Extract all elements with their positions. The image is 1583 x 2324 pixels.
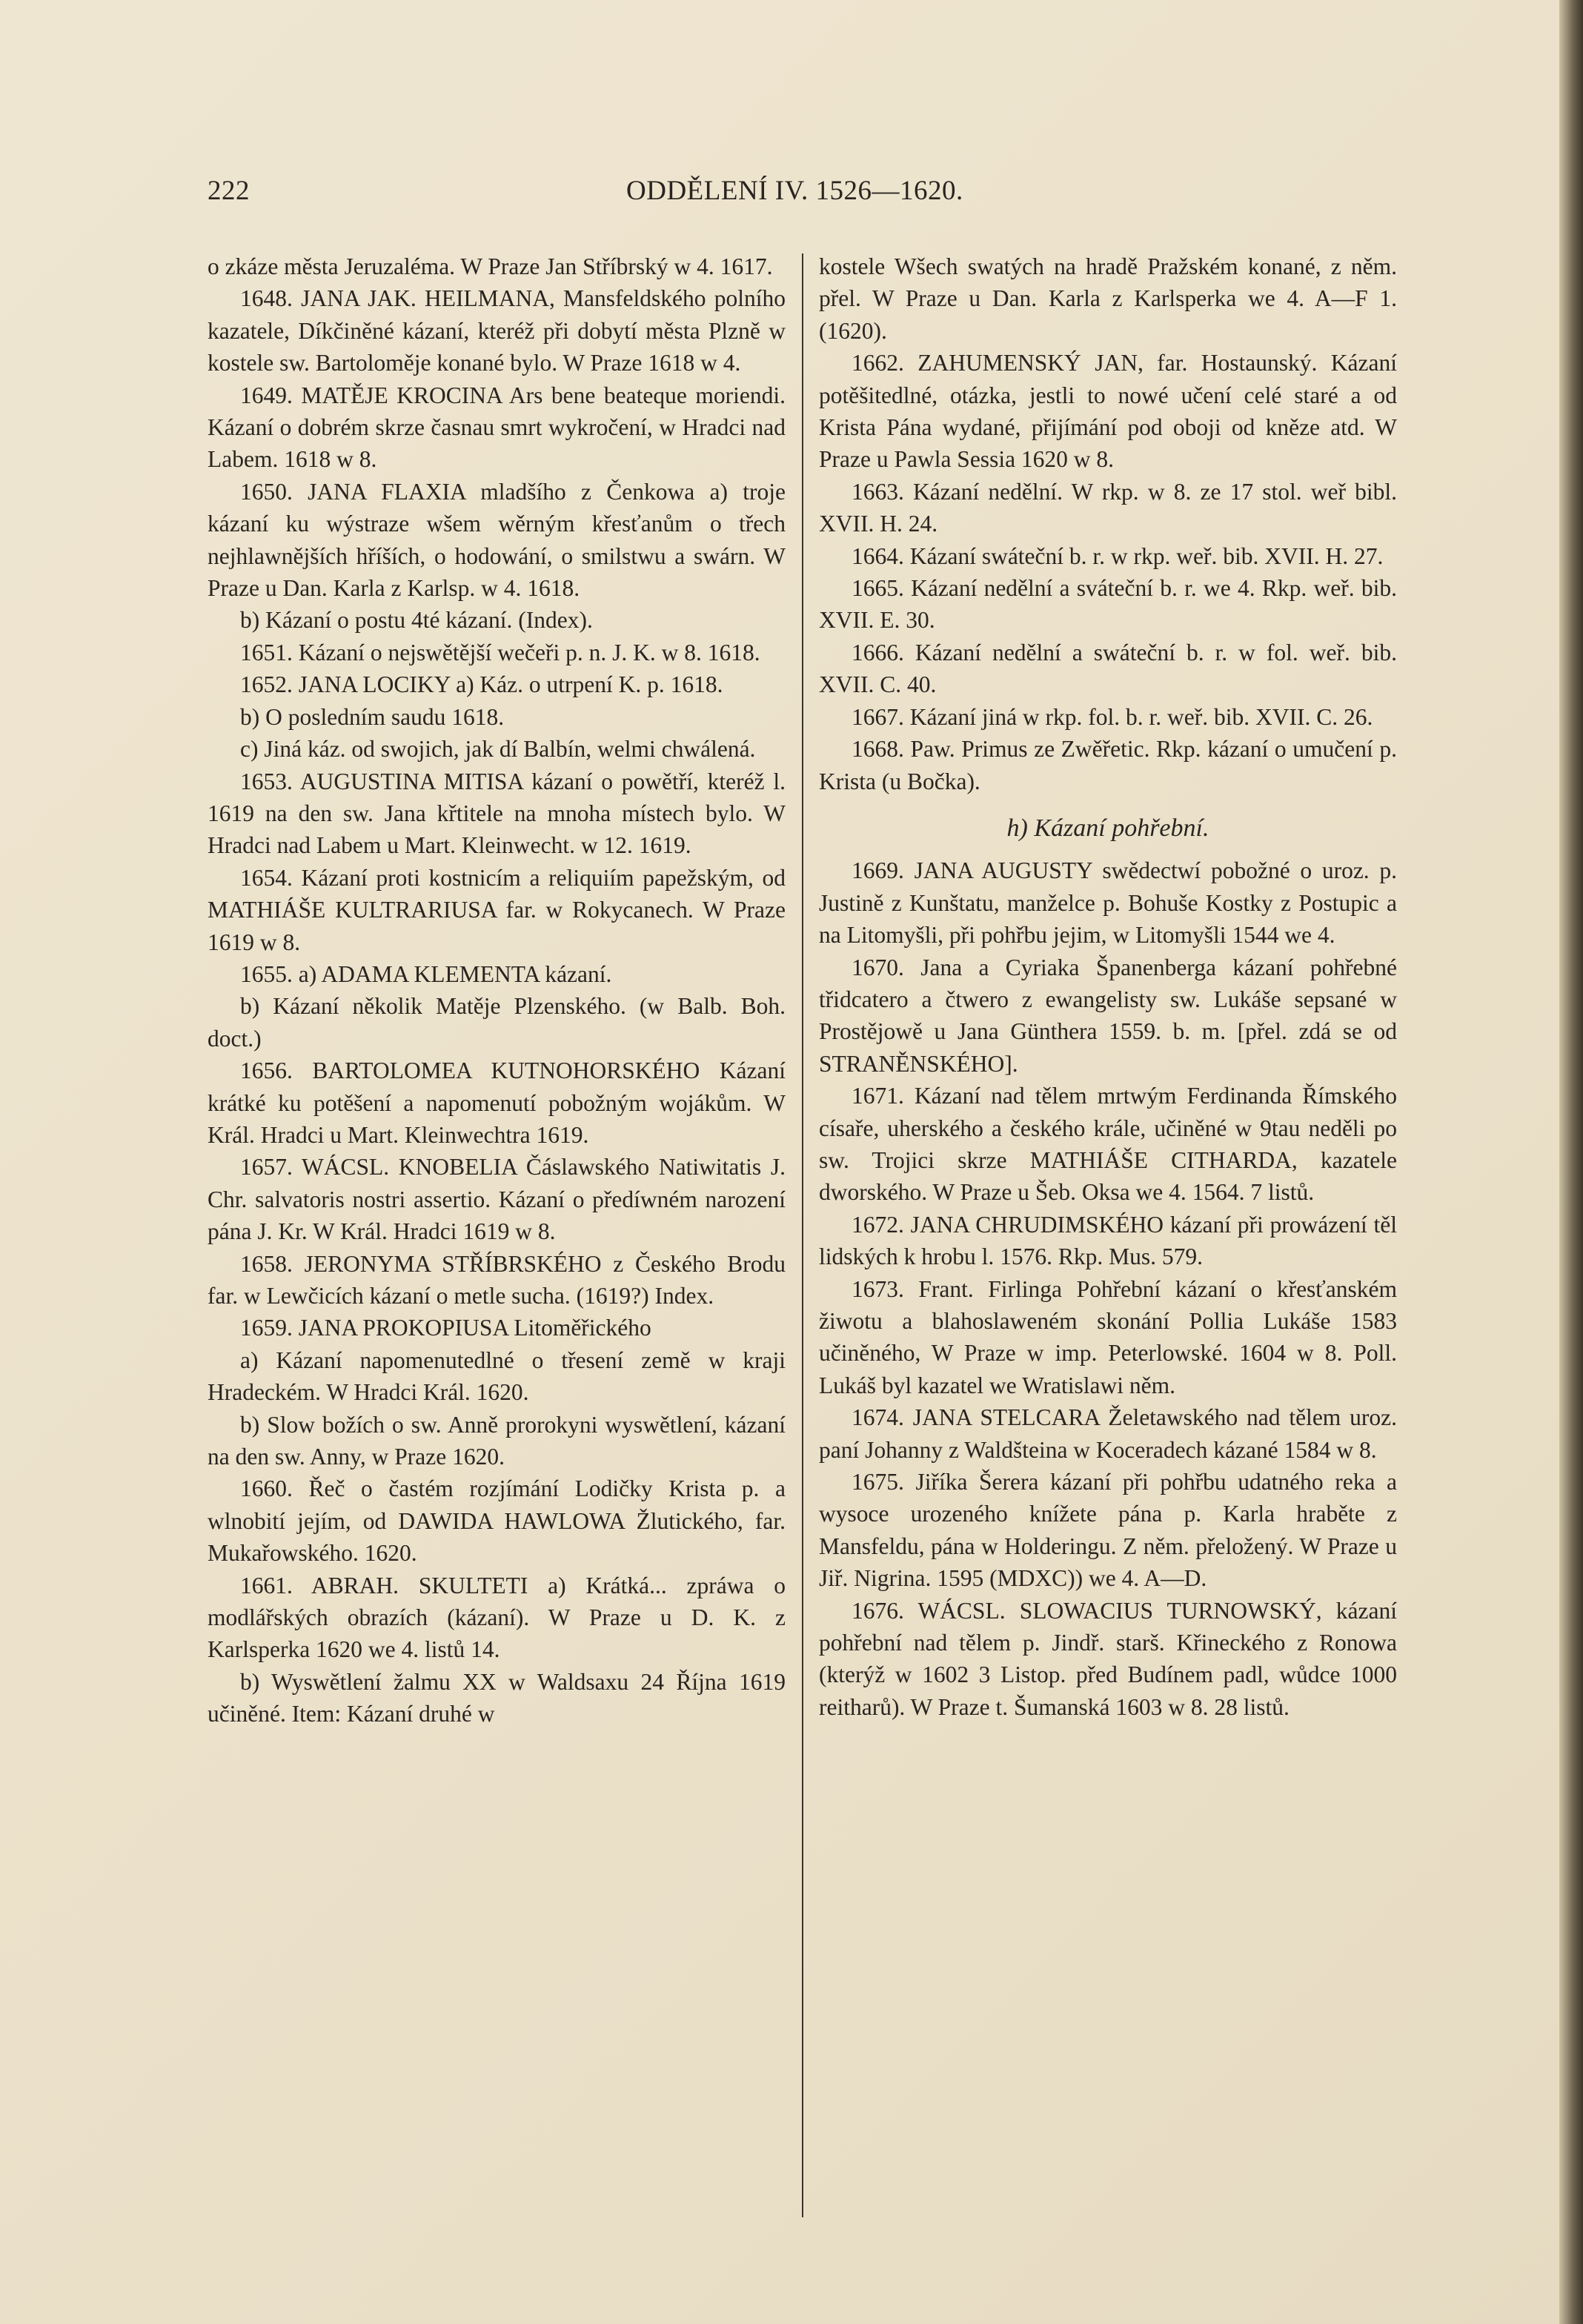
entry-1674: 1674. JANA STELCARA Želetawského nad tělem uroz. paní Johanny z Waldšteina w Koceradech kázané 1584 w 8. <box>819 1404 1397 1463</box>
page-edge <box>1559 0 1583 2324</box>
right-column <box>819 250 1397 1723</box>
entry-1660: 1660. Řeč o častém rozjímání Lodičky Krista p. a wlnobití jejím, od DAWIDA HAWLOWA Žlutického, far. Mukařowského. 1620. <box>208 1475 786 1567</box>
section-heading: h) Kázaní pohřební. <box>1006 814 1209 842</box>
entry-1661-b: b) Wyswětlení žalmu XX w Waldsaxu 24 Října 1619 učiněné. Item: Kázaní druhé w <box>208 1668 786 1727</box>
entry-1659-b: b) Slow božích o sw. Anně prorokyni wyswětlení, kázaní na den sw. Anny, w Praze 1620. <box>208 1411 786 1470</box>
entry-1659-a: a) Kázaní napomenutedlné o třesení země w kraji Hradeckém. W Hradci Král. 1620. <box>208 1347 786 1406</box>
entry-1666: 1666. Kázaní nedělní a swáteční b. r. w fol. weř. bib. XVII. C. 40. <box>819 639 1397 698</box>
entry-1676: 1676. WÁCSL. SLOWACIUS TURNOWSKÝ, kázaní pohřební nad tělem p. Jindř. starš. Křineckého z Ronowa (kterýž w 1602 3 Listop. před Budínem padl, wůdce 1000 reitharů). W Praze t. Šumanská 1603 w 8. 28 listů. <box>819 1597 1397 1720</box>
entry-1649: 1649. MATĚJE KROCINA Ars bene beateque moriendi. Kázaní o dobrém skrze časnau smrt wykročení, w Hradci nad Labem. 1618 w 8. <box>208 382 786 473</box>
entry-1664: 1664. Kázaní swáteční b. r. w rkp. weř. bib. XVII. H. 27. <box>852 542 1384 569</box>
entry-1675: 1675. Jiříka Šerera kázaní při pohřbu udatného reka a wysoce urozeného knížete pána p. Karla hraběte z Mansfeldu, pána w Holderingu. Z něm. přeložený. W Praze u Jiř. Nigrina. 1595 (MDXC)) we 4. A—D. <box>819 1469 1397 1592</box>
entry-1671: 1671. Kázaní nad tělem mrtwým Ferdinanda Římského císaře, uherského a českého krále, učiněné w 9tau neděli po sw. Trojici skrze MATHIÁŠE CITHARDA, kazatele dworského. W Praze u Šeb. Oksa we 4. 1564. 7 listů. <box>819 1083 1397 1206</box>
entry-1652: 1652. JANA LOCIKY a) Káz. o utrpení K. p. 1618. <box>240 671 723 698</box>
left-column <box>208 250 786 1730</box>
entry-1652-b: b) O posledním saudu 1618. <box>240 703 505 730</box>
entry-continuation-right: kostele Wšech swatých na hradě Pražském konané, z něm. přel. W Praze u Dan. Karla z Karlsperka we 4. A—F 1. (1620). <box>819 253 1397 344</box>
entry-1651: 1651. Kázaní o nejswětější wečeři p. n. J. K. w 8. 1618. <box>240 639 760 665</box>
entry-1650-b: b) Kázaní o postu 4té kázaní. (Index). <box>240 607 593 634</box>
entry-1672: 1672. JANA CHRUDIMSKÉHO kázaní při prowázení těl lidských k hrobu l. 1576. Rkp. Mus. 579. <box>819 1211 1397 1270</box>
entry-1656: 1656. BARTOLOMEA KUTNOHORSKÉHO Kázaní krátké ku potěšení a napomenutí pobožným wojákům. W Král. Hradci u Mart. Kleinwechtra 1619. <box>208 1058 786 1148</box>
entry-continuation: o zkáze města Jeruzaléma. W Praze Jan Stříbrský w 4. 1617. <box>208 253 773 279</box>
entry-1654: 1654. Kázaní proti kostnicím a reliquiím papežským, od MATHIÁŠE KULTRARIUSA far. w Rokycanech. W Praze 1619 w 8. <box>208 864 786 955</box>
entry-1659: 1659. JANA PROKOPIUSA Litoměřického <box>240 1315 651 1341</box>
entry-1648: 1648. JANA JAK. HEILMANA, Mansfeldského polního kazatele, Díkčiněné kázaní, kteréž při dobytí města Plzně w kostele sw. Bartoloměje konané bylo. W Praze 1618 w 4. <box>208 285 786 376</box>
entry-1652-c: c) Jiná káz. od swojich, jak dí Balbín, welmi chwálená. <box>240 736 756 763</box>
entry-1667: 1667. Kázaní jiná w rkp. fol. b. r. weř. bib. XVII. C. 26. <box>852 703 1373 730</box>
entry-1650: 1650. JANA FLAXIA mladšího z Čenkowa a) troje kázaní ku wýstraze wšem wěrným křesťanům o třech nejhlawnějších hříších, o hodowání, o smilstwu a swárn. W Praze u Dan. Karla z Karlsp. w 4. 1618. <box>208 478 786 602</box>
entry-1665: 1665. Kázaní nedělní a sváteční b. r. we 4. Rkp. weř. bib. XVII. E. 30. <box>819 575 1397 634</box>
entry-1653: 1653. AUGUSTINA MITISA kázaní o powětří, kteréž l. 1619 na den sw. Jana křtitele na mnoha místech bylo. W Hradci nad Labem u Mart. Kleinwecht. w 12. 1619. <box>208 768 786 859</box>
entry-1668: 1668. Paw. Primus ze Zwěřetic. Rkp. kázaní o umučení p. Krista (u Bočka). <box>819 736 1397 794</box>
entry-1661: 1661. ABRAH. SKULTETI a) Krátká... zpráwa o modlářských obrazích (kázaní). W Praze u D. K. z Karlsperka 1620 we 4. listů 14. <box>208 1572 786 1663</box>
entry-1669: 1669. JANA AUGUSTY swědectwí pobožné o uroz. p. Justině z Kunštatu, manželce p. Bohuše Kostky z Postupic a na Litomyšli, při pohřbu jejim, w Litomyšli 1544 we 4. <box>819 857 1397 949</box>
entry-1655-b: b) Kázaní několik Matěje Plzenského. (w Balb. Boh. doct.) <box>208 993 786 1052</box>
entry-1662: 1662. ZAHUMENSKÝ JAN, far. Hostaunský. Kázaní potěšitedlné, otázka, jestli to nowé učení celé staré a od Krista Pána wydané, přijímání pod oboji od kněze atd. W Praze u Pawla Sessia 1620 w 8. <box>819 350 1397 473</box>
running-header <box>208 175 1404 219</box>
entry-1673: 1673. Frant. Firlinga Pohřební kázaní o křesťanském žiwotu a blahoslaweném skonání Pollia Lukáše 1583 učiněného, W Praze w imp. Peterlowské. 1604 w 8. Poll. Lukáš byl kazatel we Wratislawi něm. <box>819 1275 1397 1398</box>
entry-1670: 1670. Jana a Cyriaka Španenberga kázaní pohřebné třidcatero a čtwero z ewangelisty sw. Lukáše sepsané w Prostějowě u Jana Günthera 1559. b. m. [přel. zdá se od STRANĚNSKÉHO]. <box>819 954 1397 1077</box>
column-divider <box>802 253 803 2217</box>
entry-1655: 1655. a) ADAMA KLEMENTA kázaní. <box>240 960 612 987</box>
entry-1658: 1658. JERONYMA STŘÍBRSKÉHO z Českého Brodu far. w Lewčicích kázaní o metle sucha. (1619?) Index. <box>208 1250 786 1309</box>
entry-1663: 1663. Kázaní nedělní. W rkp. w 8. ze 17 stol. weř bibl. XVII. H. 24. <box>819 478 1397 537</box>
page-number: 222 <box>208 176 250 206</box>
running-title: ODDĚLENÍ IV. 1526—1620. <box>626 176 963 206</box>
entry-1657: 1657. WÁCSL. KNOBELIA Čáslawského Natiwitatis J. Chr. salvatoris nostri assertio. Kázaní o předíwném narození pána J. Kr. W Král. Hradci 1619 w 8. <box>208 1154 786 1245</box>
